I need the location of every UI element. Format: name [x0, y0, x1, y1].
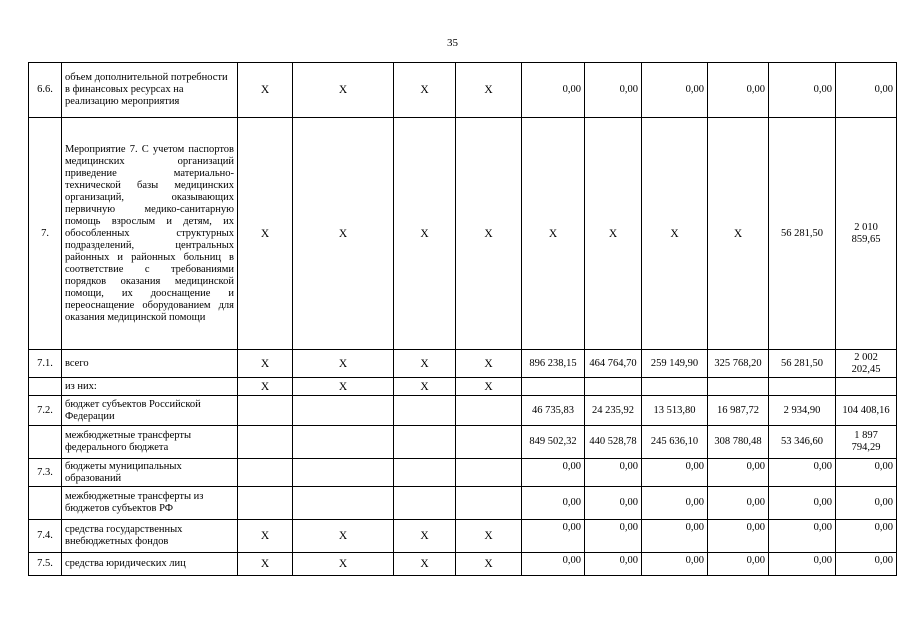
table-cell: X: [456, 118, 522, 350]
table-cell: 2 934,90: [769, 396, 836, 426]
table-cell: 53 346,60: [769, 426, 836, 459]
row-description: всего: [62, 350, 238, 378]
table-cell: [522, 378, 585, 396]
table-cell: [293, 487, 394, 520]
table-cell: X: [293, 520, 394, 553]
table-cell: 0,00: [708, 63, 769, 118]
table-cell: 0,00: [769, 459, 836, 487]
table-cell: [585, 378, 642, 396]
budget-table: [28, 62, 897, 576]
table-row: [29, 378, 897, 396]
table-cell: 0,00: [708, 553, 769, 576]
table-cell: X: [293, 553, 394, 576]
table-cell: [456, 459, 522, 487]
table-cell: 0,00: [585, 553, 642, 576]
table-cell: 46 735,83: [522, 396, 585, 426]
table-cell: X: [456, 63, 522, 118]
table-cell: [769, 378, 836, 396]
table-cell: X: [238, 118, 293, 350]
table-cell: 0,00: [708, 459, 769, 487]
table-cell: X: [394, 118, 456, 350]
table-cell: [238, 487, 293, 520]
table-cell: 0,00: [708, 487, 769, 520]
table-cell: 0,00: [769, 63, 836, 118]
row-description: объем дополнительной потребности в финансовых ресурсах на реализацию мероприятия: [62, 63, 238, 118]
table-cell: 0,00: [585, 459, 642, 487]
table-cell: 440 528,78: [585, 426, 642, 459]
row-number: 7.4.: [29, 520, 62, 553]
row-number: 7.3.: [29, 459, 62, 487]
table-cell: [456, 426, 522, 459]
table-row: [29, 118, 897, 350]
table-cell: [293, 426, 394, 459]
table-cell: [394, 459, 456, 487]
table-cell: X: [456, 553, 522, 576]
table-cell: 56 281,50: [769, 350, 836, 378]
page-number: 35: [447, 37, 458, 49]
table-cell: X: [394, 520, 456, 553]
table-cell: X: [293, 350, 394, 378]
table-cell: 0,00: [836, 553, 897, 576]
table-cell: X: [394, 378, 456, 396]
table-cell: 1 897 794,29: [836, 426, 897, 459]
table-cell: X: [456, 520, 522, 553]
table-cell: [836, 378, 897, 396]
table-cell: 16 987,72: [708, 396, 769, 426]
table-cell: X: [394, 63, 456, 118]
table-cell: X: [394, 350, 456, 378]
table-cell: 0,00: [769, 553, 836, 576]
table-cell: 104 408,16: [836, 396, 897, 426]
table-row: [29, 553, 897, 576]
table-row: [29, 520, 897, 553]
table-cell: 0,00: [836, 520, 897, 553]
row-number: 7.1.: [29, 350, 62, 378]
table-cell: 0,00: [522, 553, 585, 576]
table-cell: [238, 426, 293, 459]
table-cell: [456, 487, 522, 520]
table-cell: [708, 378, 769, 396]
table-cell: X: [522, 118, 585, 350]
table-cell: 0,00: [642, 459, 708, 487]
table-cell: 56 281,50: [769, 118, 836, 350]
table-cell: [642, 378, 708, 396]
table-cell: 13 513,80: [642, 396, 708, 426]
table-cell: 0,00: [522, 487, 585, 520]
table-cell: X: [293, 118, 394, 350]
table-cell: X: [394, 553, 456, 576]
table-cell: X: [642, 118, 708, 350]
row-description: бюджет субъектов Российской Федерации: [62, 396, 238, 426]
table-row: [29, 350, 897, 378]
table-cell: X: [238, 520, 293, 553]
table-row: [29, 63, 897, 118]
row-number: [29, 426, 62, 459]
table-cell: 464 764,70: [585, 350, 642, 378]
table-cell: 2 010 859,65: [836, 118, 897, 350]
table-row: [29, 426, 897, 459]
row-description: Мероприятие 7. С учетом паспортов медицинских организаций приведение материально-технической базы медицинских организаций, оказывающих первичную медико-санитарную помощь взрослым и детям, их обособленных структурных подразделений, центральных районных и районных больниц в соответствие с требованиями порядков оказания медицинской помощи, их дооснащение и переоснащение оборудованием для оказания медицинской помощи: [62, 118, 238, 350]
table-row: [29, 487, 897, 520]
row-number: 7.: [29, 118, 62, 350]
table-cell: 0,00: [769, 520, 836, 553]
table-cell: 0,00: [642, 63, 708, 118]
row-number: 6.6.: [29, 63, 62, 118]
table-cell: 0,00: [522, 520, 585, 553]
table-cell: 0,00: [708, 520, 769, 553]
table-row: [29, 396, 897, 426]
table-cell: 0,00: [585, 520, 642, 553]
table-cell: [394, 426, 456, 459]
table-cell: 308 780,48: [708, 426, 769, 459]
row-description: из них:: [62, 378, 238, 396]
table-cell: X: [293, 63, 394, 118]
table-cell: X: [585, 118, 642, 350]
table-cell: 0,00: [769, 487, 836, 520]
table-cell: X: [456, 350, 522, 378]
table-row: [29, 459, 897, 487]
table-cell: [394, 396, 456, 426]
table-cell: [456, 396, 522, 426]
table-cell: 0,00: [522, 63, 585, 118]
row-description: межбюджетные трансферты федерального бюджета: [62, 426, 238, 459]
table-cell: X: [238, 350, 293, 378]
row-description: межбюджетные трансферты из бюджетов субъектов РФ: [62, 487, 238, 520]
table-cell: 849 502,32: [522, 426, 585, 459]
table-cell: 0,00: [836, 487, 897, 520]
table-cell: 0,00: [522, 459, 585, 487]
table-cell: 2 002 202,45: [836, 350, 897, 378]
table-cell: 0,00: [642, 487, 708, 520]
table-cell: [394, 487, 456, 520]
table-cell: 896 238,15: [522, 350, 585, 378]
table-cell: 0,00: [585, 487, 642, 520]
table-cell: 0,00: [836, 63, 897, 118]
table-cell: 0,00: [642, 520, 708, 553]
table-cell: X: [238, 63, 293, 118]
table-cell: X: [238, 378, 293, 396]
table-cell: [238, 459, 293, 487]
table-cell: 0,00: [585, 63, 642, 118]
table-cell: X: [456, 378, 522, 396]
row-description: средства государственных внебюджетных фондов: [62, 520, 238, 553]
row-description: средства юридических лиц: [62, 553, 238, 576]
row-number: 7.2.: [29, 396, 62, 426]
table-cell: [293, 396, 394, 426]
table-cell: 0,00: [836, 459, 897, 487]
row-number: [29, 378, 62, 396]
table-cell: X: [708, 118, 769, 350]
table-cell: X: [238, 553, 293, 576]
table-cell: 259 149,90: [642, 350, 708, 378]
table-cell: [238, 396, 293, 426]
row-number: [29, 487, 62, 520]
row-description: бюджеты муниципальных образований: [62, 459, 238, 487]
table-cell: 325 768,20: [708, 350, 769, 378]
row-number: 7.5.: [29, 553, 62, 576]
table-cell: 0,00: [642, 553, 708, 576]
table-cell: 24 235,92: [585, 396, 642, 426]
table-cell: 245 636,10: [642, 426, 708, 459]
table-cell: [293, 459, 394, 487]
table-cell: X: [293, 378, 394, 396]
